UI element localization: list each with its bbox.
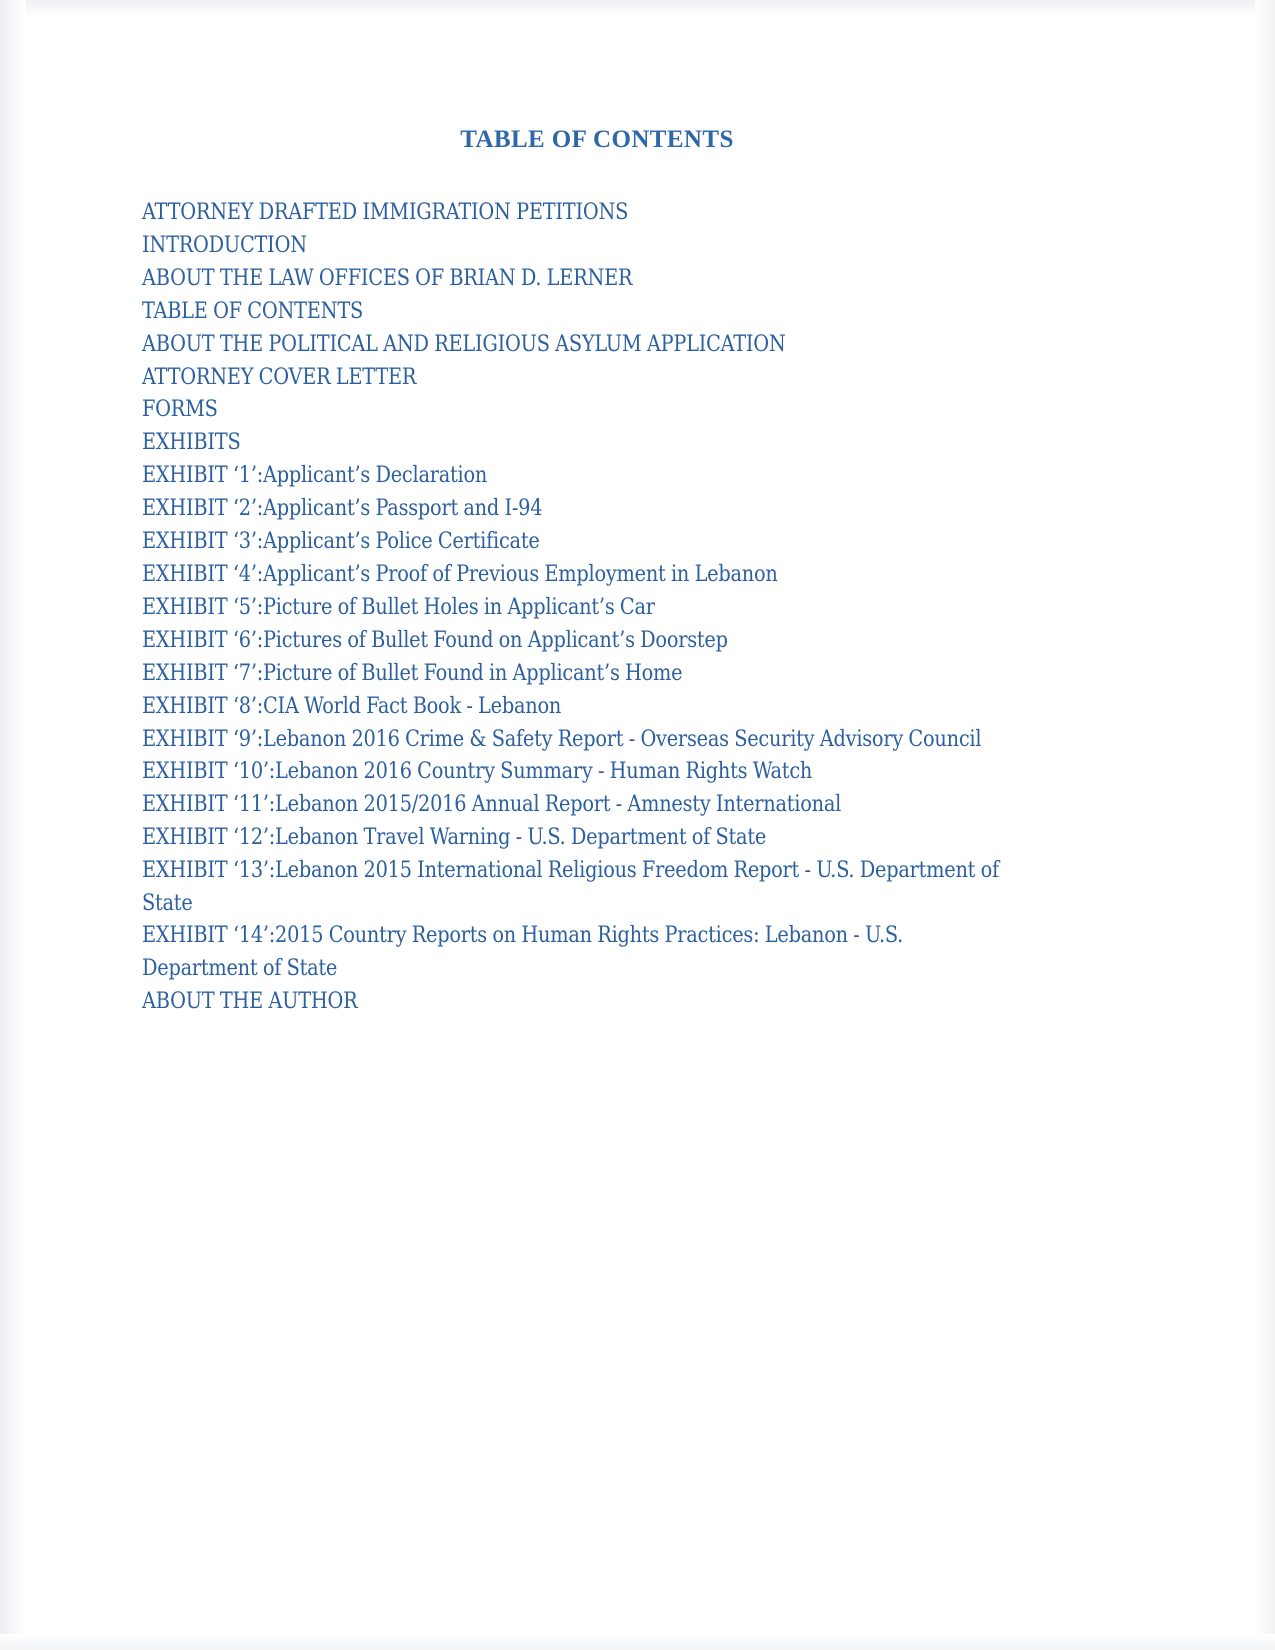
table-of-contents-list <box>142 196 1062 1017</box>
toc-entry[interactable]: EXHIBIT ‘14’:2015 Country Reports on Human Rights Practices: Lebanon - U.S. Department of State <box>142 922 904 981</box>
toc-entry[interactable]: EXHIBIT ‘12’:Lebanon Travel Warning - U.S. Department of State <box>142 824 767 851</box>
toc-entry[interactable]: EXHIBIT ‘1’:Applicant’s Declaration <box>142 462 488 489</box>
toc-entry[interactable]: EXHIBIT ‘3’:Applicant’s Police Certificate <box>142 528 540 555</box>
toc-entry[interactable]: ABOUT THE POLITICAL AND RELIGIOUS ASYLUM APPLICATION <box>142 330 786 357</box>
toc-entry[interactable]: EXHIBIT ‘4’:Applicant’s Proof of Previous Employment in Lebanon <box>142 560 778 587</box>
toc-entry[interactable]: EXHIBIT ‘10’:Lebanon 2016 Country Summary - Human Rights Watch <box>142 758 813 785</box>
toc-entry[interactable]: ATTORNEY DRAFTED IMMIGRATION PETITIONS <box>142 199 629 225</box>
document-body <box>142 126 1062 1018</box>
toc-entry[interactable]: TABLE OF CONTENTS <box>142 297 363 324</box>
toc-entry[interactable]: EXHIBIT ‘11’:Lebanon 2015/2016 Annual Report - Amnesty International <box>142 791 842 818</box>
page-title: TABLE OF CONTENTS <box>460 126 734 153</box>
toc-entry[interactable]: EXHIBIT ‘2’:Applicant’s Passport and I-94 <box>142 495 543 522</box>
toc-entry[interactable]: ATTORNEY COVER LETTER <box>142 363 417 390</box>
page-edge-shading-right <box>1255 0 1275 1650</box>
page-edge-shading-left <box>0 0 26 1650</box>
toc-entry[interactable]: EXHIBIT ‘6’:Pictures of Bullet Found on Applicant’s Doorstep <box>142 626 728 653</box>
toc-entry[interactable]: EXHIBIT ‘8’:CIA World Fact Book - Lebanon <box>142 692 562 719</box>
page-edge-shading-top <box>0 0 1275 18</box>
toc-entry[interactable]: INTRODUCTION <box>142 231 307 258</box>
toc-entry[interactable]: EXHIBIT ‘13’:Lebanon 2015 International Religious Freedom Report - U.S. Department of State <box>142 857 999 916</box>
toc-entry[interactable]: EXHIBIT ‘7’:Picture of Bullet Found in Applicant’s Home <box>142 659 683 686</box>
toc-entry[interactable]: ABOUT THE LAW OFFICES OF BRIAN D. LERNER <box>142 264 633 291</box>
toc-entry[interactable]: EXHIBIT ‘5’:Picture of Bullet Holes in Applicant’s Car <box>142 593 655 620</box>
page-edge-shading-bottom <box>0 1634 1275 1650</box>
toc-entry[interactable]: EXHIBITS <box>142 429 241 456</box>
toc-entry[interactable]: EXHIBIT ‘9’:Lebanon 2016 Crime & Safety Report - Overseas Security Advisory Council <box>142 725 982 752</box>
toc-entry[interactable]: ABOUT THE AUTHOR <box>142 987 358 1014</box>
toc-entry[interactable]: FORMS <box>142 396 218 423</box>
